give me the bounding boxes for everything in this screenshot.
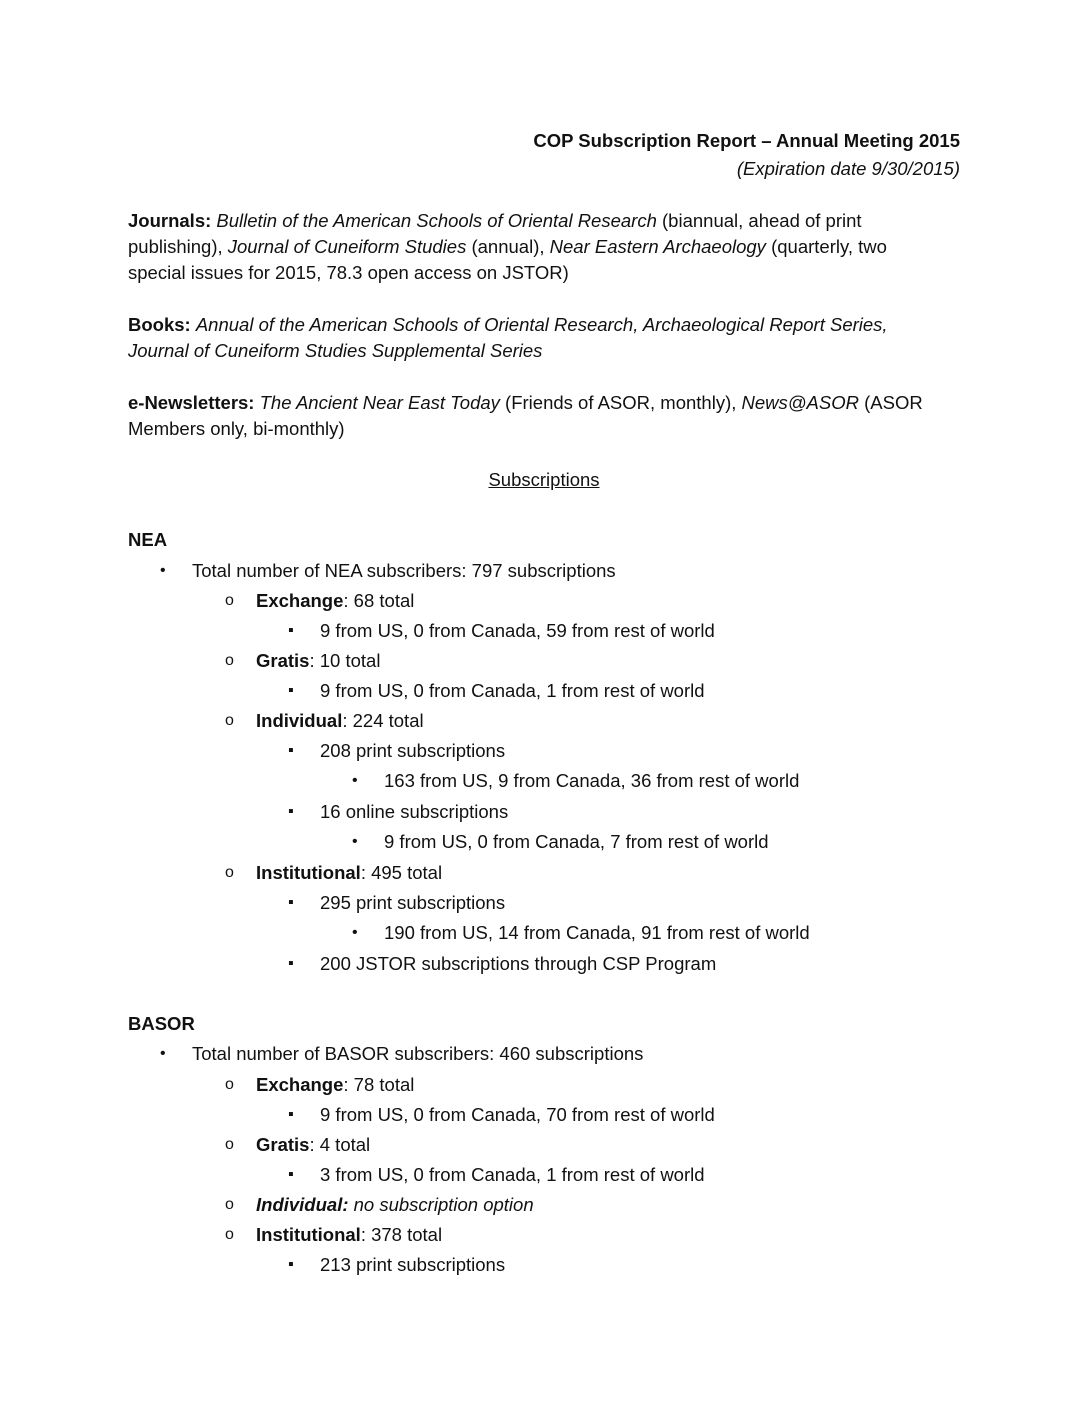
journal-jcs-title: Journal of Cuneiform Studies (227, 236, 467, 257)
enewsletters-label: e-Newsletters: (128, 392, 255, 413)
level2-marker: o (225, 1076, 234, 1093)
level4-bullet: • (352, 924, 358, 941)
enews-news-asor-note: (ASOR (858, 392, 923, 413)
basor-individual (256, 1193, 534, 1217)
basor-exchange-total: : 78 total (343, 1074, 415, 1095)
enews-ane-today: The Ancient Near East Today (259, 392, 500, 413)
books-paragraph (128, 312, 948, 364)
level1-bullet: • (160, 562, 166, 579)
basor-total: Total number of BASOR subscribers: 460 subscriptions (192, 1043, 644, 1064)
nea-institutional (256, 861, 442, 885)
enews-news-asor: News@ASOR (741, 392, 859, 413)
basor-gratis-total: : 4 total (309, 1134, 371, 1155)
basor-exchange (256, 1073, 414, 1097)
nea-exchange-label: Exchange (256, 590, 344, 611)
nea-gratis-detail: 9 from US, 0 from Canada, 1 from rest of world (320, 680, 705, 701)
nea-inst-print-detail: 190 from US, 14 from Canada, 91 from rest of world (384, 922, 810, 943)
level4-bullet: • (352, 772, 358, 789)
level2-marker: o (225, 864, 234, 881)
enews-line2: Members only, bi-monthly) (128, 418, 345, 439)
level3-marker: ▪ (288, 803, 294, 820)
basor-heading: BASOR (128, 1013, 195, 1034)
level2-marker: o (225, 1136, 234, 1153)
level2-marker: o (225, 1226, 234, 1243)
nea-exchange-detail: 9 from US, 0 from Canada, 59 from rest of world (320, 620, 715, 641)
basor-individual-label: Individual: (256, 1194, 349, 1215)
journals-line3: special issues for 2015, 78.3 open access on JSTOR) (128, 262, 569, 283)
level3-marker: ▪ (288, 682, 294, 699)
nea-exchange (256, 589, 414, 613)
level2-marker: o (225, 1196, 234, 1213)
basor-gratis-label: Gratis (256, 1134, 310, 1155)
nea-institutional-label: Institutional (256, 862, 361, 883)
nea-exchange-total: : 68 total (343, 590, 415, 611)
level1-bullet: • (160, 1045, 166, 1062)
basor-inst-print: 213 print subscriptions (320, 1254, 506, 1275)
level3-marker: ▪ (288, 1256, 294, 1273)
level4-bullet: • (352, 833, 358, 850)
nea-heading: NEA (128, 529, 168, 550)
nea-gratis (256, 649, 380, 673)
basor-exchange-label: Exchange (256, 1074, 344, 1095)
journals-label: Journals: (128, 210, 212, 231)
nea-ind-online-detail: 9 from US, 0 from Canada, 7 from rest of world (384, 831, 769, 852)
expiration-date: (Expiration date 9/30/2015) (736, 158, 960, 179)
level3-marker: ▪ (288, 894, 294, 911)
journals-paragraph (128, 208, 948, 286)
basor-individual-note: no subscription option (348, 1194, 534, 1215)
nea-gratis-total: : 10 total (309, 650, 381, 671)
books-line1: Annual of the American Schools of Oriental Research, Archaeological Report Series, (195, 314, 888, 335)
journal-nea-note: (quarterly, two (765, 236, 887, 257)
level3-marker: ▪ (288, 1166, 294, 1183)
nea-total: Total number of NEA subscribers: 797 subscriptions (192, 560, 616, 581)
report-title: COP Subscription Report – Annual Meeting 2015 (533, 130, 960, 151)
enews-ane-note: (Friends of ASOR, monthly), (499, 392, 742, 413)
nea-individual-label: Individual (256, 710, 343, 731)
journal-basor-note: (biannual, ahead of print (656, 210, 862, 231)
nea-inst-print: 295 print subscriptions (320, 892, 506, 913)
nea-ind-print: 208 print subscriptions (320, 740, 506, 761)
level3-marker: ▪ (288, 955, 294, 972)
basor-institutional-total: : 378 total (360, 1224, 443, 1245)
subscriptions-heading: Subscriptions (488, 469, 600, 490)
journal-nea-title: Near Eastern Archaeology (549, 236, 766, 257)
level2-marker: o (225, 592, 234, 609)
nea-individual (256, 709, 424, 733)
nea-individual-total: : 224 total (342, 710, 424, 731)
basor-institutional-label: Institutional (256, 1224, 361, 1245)
books-label: Books: (128, 314, 191, 335)
level3-marker: ▪ (288, 622, 294, 639)
basor-gratis (256, 1133, 370, 1157)
nea-ind-print-detail: 163 from US, 9 from Canada, 36 from rest of world (384, 770, 800, 791)
journals-line2-prefix: publishing), (128, 236, 228, 257)
basor-gratis-detail: 3 from US, 0 from Canada, 1 from rest of world (320, 1164, 705, 1185)
level2-marker: o (225, 712, 234, 729)
journal-basor-title: Bulletin of the American Schools of Oriental Research (216, 210, 657, 231)
nea-inst-jstor: 200 JSTOR subscriptions through CSP Program (320, 953, 717, 974)
nea-ind-online: 16 online subscriptions (320, 801, 509, 822)
level2-marker: o (225, 652, 234, 669)
journal-jcs-note: (annual), (466, 236, 550, 257)
basor-exchange-detail: 9 from US, 0 from Canada, 70 from rest of world (320, 1104, 715, 1125)
basor-institutional (256, 1223, 442, 1247)
enewsletters-paragraph (128, 390, 948, 442)
books-line2: Journal of Cuneiform Studies Supplemental Series (128, 340, 543, 361)
level3-marker: ▪ (288, 742, 294, 759)
nea-institutional-total: : 495 total (360, 862, 443, 883)
nea-gratis-label: Gratis (256, 650, 310, 671)
level3-marker: ▪ (288, 1106, 294, 1123)
